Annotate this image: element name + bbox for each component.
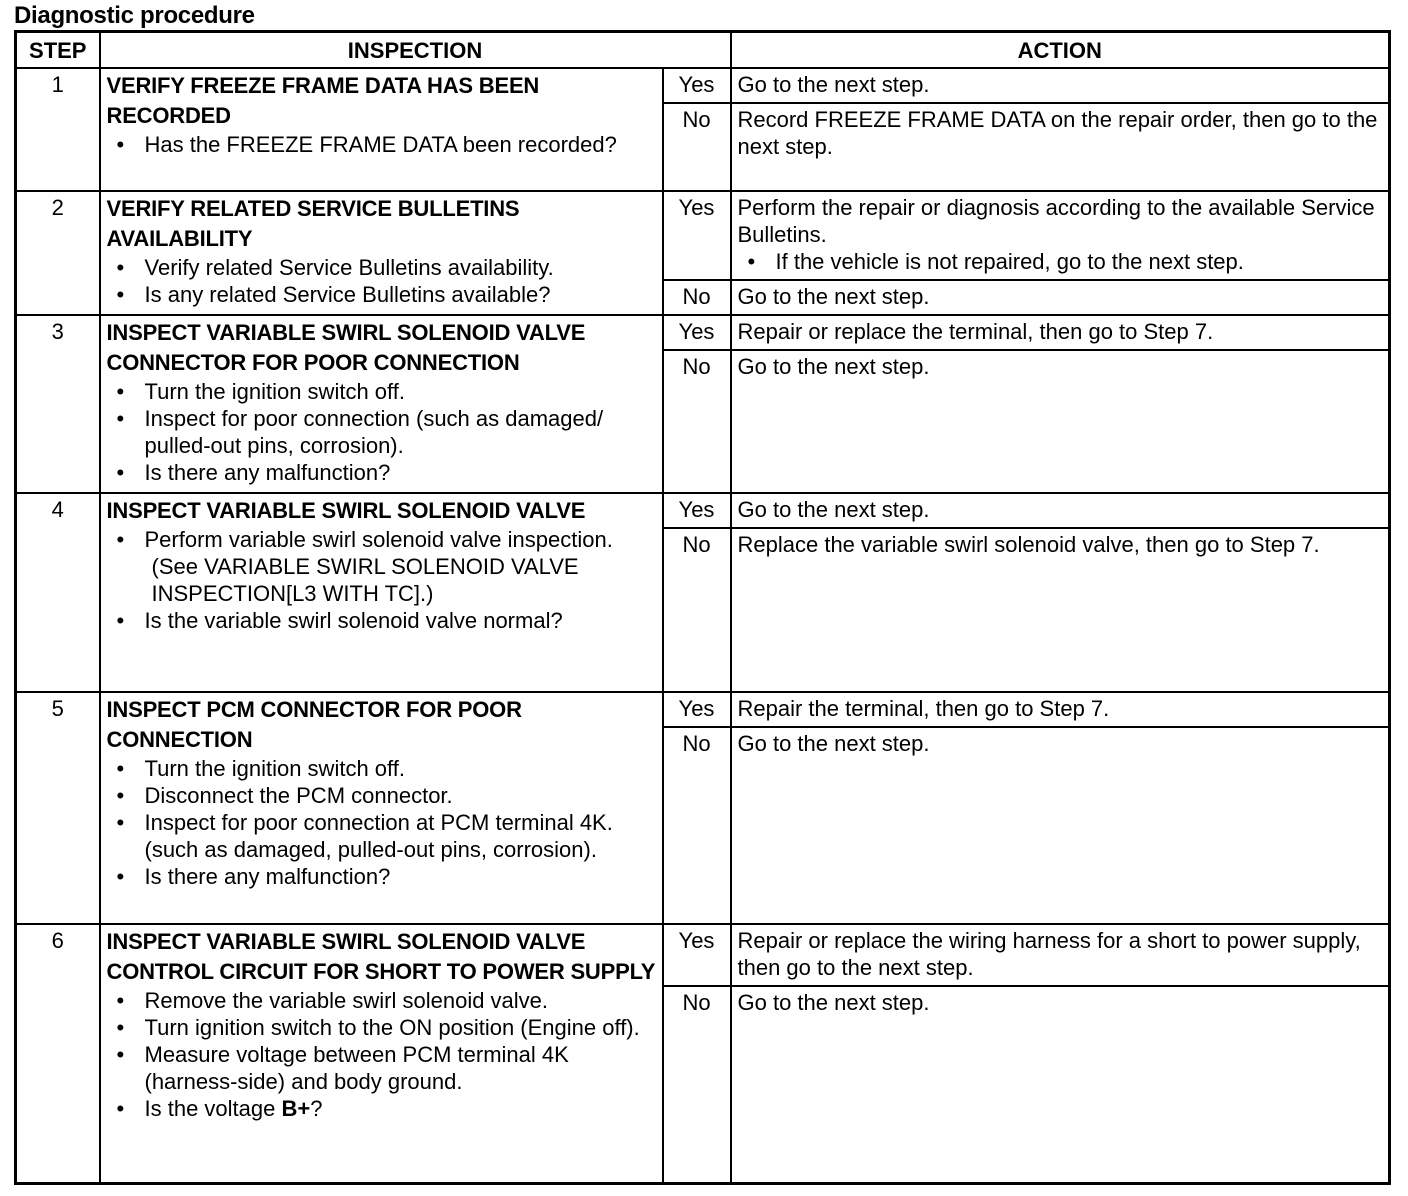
action-no: Go to the next step. bbox=[731, 727, 1390, 924]
step-4-yes-row bbox=[16, 493, 1390, 528]
bullet-item: • Is the variable swirl solenoid valve normal? bbox=[107, 607, 656, 634]
inspection-title: INSPECT PCM CONNECTOR FOR POOR CONNECTION bbox=[106, 697, 522, 752]
header-step: STEP bbox=[16, 32, 100, 69]
step-number: 3 bbox=[16, 315, 100, 493]
step-2-yes-row bbox=[16, 191, 1390, 280]
bullet-text: Is the voltage bbox=[144, 1096, 282, 1121]
response-yes: Yes bbox=[663, 315, 731, 350]
inspection-cell bbox=[100, 692, 663, 924]
header-row bbox=[16, 32, 1390, 69]
step-6-yes-row bbox=[16, 924, 1390, 986]
inspection-title: INSPECT VARIABLE SWIRL SOLENOID VALVE bbox=[106, 498, 586, 523]
header-inspection: INSPECTION bbox=[100, 32, 731, 69]
bullet-item: • Is there any malfunction? bbox=[107, 863, 656, 890]
response-no: No bbox=[663, 986, 731, 1184]
bullet-item: • Turn the ignition switch off. bbox=[107, 755, 656, 782]
action-yes: Repair or replace the terminal, then go to Step 7. bbox=[731, 315, 1390, 350]
bullet-item: • Measure voltage between PCM terminal 4K (harness-side) and body ground. bbox=[107, 1041, 656, 1095]
action-no: Replace the variable swirl solenoid valve, then go to Step 7. bbox=[731, 528, 1390, 692]
response-no: No bbox=[663, 280, 731, 315]
action-no: Record FREEZE FRAME DATA on the repair order, then go to the next step. bbox=[731, 103, 1390, 191]
bullet-item bbox=[107, 1095, 656, 1122]
action-bullets bbox=[738, 248, 1383, 275]
step-number: 1 bbox=[16, 68, 100, 191]
inspection-cell bbox=[100, 924, 663, 1184]
bullet-item: • If the vehicle is not repaired, go to the next step. bbox=[738, 248, 1383, 275]
bullet-item: • Is any related Service Bulletins available? bbox=[107, 281, 656, 308]
bullet-item: • Has the FREEZE FRAME DATA been recorded? bbox=[107, 131, 656, 158]
diagnostic-procedure-table bbox=[14, 30, 1391, 1185]
bullet-item: • Turn ignition switch to the ON position (Engine off). bbox=[107, 1014, 656, 1041]
response-no: No bbox=[663, 103, 731, 191]
inspection-bullets bbox=[107, 131, 656, 158]
action-yes bbox=[731, 191, 1390, 280]
bullet-item: • Remove the variable swirl solenoid valve. bbox=[107, 987, 656, 1014]
bullet-item: • Disconnect the PCM connector. bbox=[107, 782, 656, 809]
inspection-title: VERIFY FREEZE FRAME DATA HAS BEEN RECORDED bbox=[106, 73, 540, 128]
inspection-bullets bbox=[107, 987, 656, 1122]
inspection-cell bbox=[100, 315, 663, 493]
inspection-bullets bbox=[107, 526, 656, 553]
bullet-item: • Perform variable swirl solenoid valve inspection. bbox=[107, 526, 656, 553]
action-yes: Go to the next step. bbox=[731, 68, 1390, 103]
action-no: Go to the next step. bbox=[731, 986, 1390, 1184]
page-title: Diagnostic procedure bbox=[14, 2, 255, 29]
header-action: ACTION bbox=[731, 32, 1390, 69]
inspection-title: VERIFY RELATED SERVICE BULLETINS AVAILABILITY bbox=[106, 196, 520, 251]
action-no: Go to the next step. bbox=[731, 280, 1390, 315]
inspection-reference: (See VARIABLE SWIRL SOLENOID VALVE INSPECTION[L3 WITH TC].) bbox=[151, 554, 579, 606]
bullet-item: • Verify related Service Bulletins availability. bbox=[107, 254, 656, 281]
response-yes: Yes bbox=[663, 924, 731, 986]
inspection-cell bbox=[100, 493, 663, 692]
step-number: 5 bbox=[16, 692, 100, 924]
bullet-item: • Turn the ignition switch off. bbox=[107, 378, 656, 405]
inspection-cell bbox=[100, 68, 663, 191]
bullet-text: ? bbox=[310, 1096, 323, 1121]
response-yes: Yes bbox=[663, 493, 731, 528]
inspection-title: INSPECT VARIABLE SWIRL SOLENOID VALVE CONTROL CIRCUIT FOR SHORT TO POWER SUPPLY bbox=[106, 929, 656, 984]
inspection-cell bbox=[100, 191, 663, 315]
step-5-yes-row bbox=[16, 692, 1390, 727]
voltage-value: B+ bbox=[281, 1096, 311, 1121]
inspection-bullets bbox=[107, 755, 656, 890]
action-text: Perform the repair or diagnosis according to the available Service Bulletins. bbox=[737, 195, 1375, 247]
bullet-item: • Is there any malfunction? bbox=[107, 459, 656, 486]
response-no: No bbox=[663, 528, 731, 692]
step-number: 2 bbox=[16, 191, 100, 315]
bullet-item: • Inspect for poor connection at PCM terminal 4K. (such as damaged, pulled-out pins, corrosion). bbox=[107, 809, 656, 863]
response-yes: Yes bbox=[663, 68, 731, 103]
step-number: 6 bbox=[16, 924, 100, 1184]
response-no: No bbox=[663, 727, 731, 924]
action-yes: Go to the next step. bbox=[731, 493, 1390, 528]
response-yes: Yes bbox=[663, 692, 731, 727]
action-yes: Repair or replace the wiring harness for a short to power supply, then go to the next step. bbox=[731, 924, 1390, 986]
bullet-item: • Inspect for poor connection (such as damaged/ pulled-out pins, corrosion). bbox=[107, 405, 656, 459]
inspection-bullets bbox=[107, 607, 656, 634]
action-no: Go to the next step. bbox=[731, 350, 1390, 493]
inspection-title: INSPECT VARIABLE SWIRL SOLENOID VALVE CONNECTOR FOR POOR CONNECTION bbox=[106, 320, 586, 375]
response-no: No bbox=[663, 350, 731, 493]
action-yes: Repair the terminal, then go to Step 7. bbox=[731, 692, 1390, 727]
inspection-bullets bbox=[107, 378, 656, 486]
step-3-yes-row bbox=[16, 315, 1390, 350]
step-number: 4 bbox=[16, 493, 100, 692]
step-1-yes-row bbox=[16, 68, 1390, 103]
response-yes: Yes bbox=[663, 191, 731, 280]
inspection-bullets bbox=[107, 254, 656, 308]
